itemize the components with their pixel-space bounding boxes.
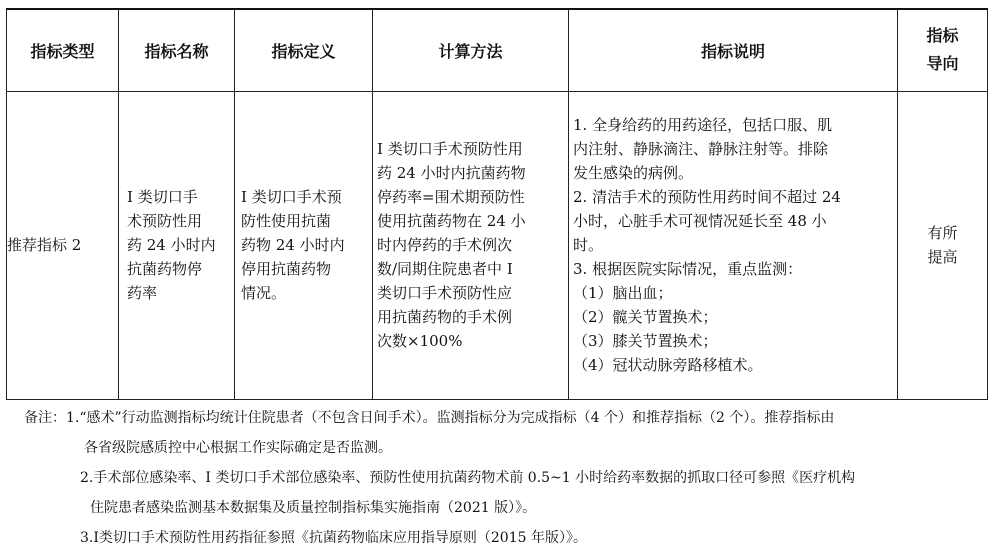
note-3: 3.I类切口手术预防性用药指征参照《抗菌药物临床应用指导原则（2015 年版）》。	[80, 530, 587, 546]
note-1-continued: 各省级院感质控中心根据工作实际确定是否监测。	[84, 440, 392, 456]
cell-indicator-name: I 类切口手 术预防性用 药 24 小时内 抗菌药物停 药率	[119, 91, 235, 400]
note-2-continued: 住院患者感染监测基本数据集及质量控制指标集实施指南（2021 版）》。	[90, 500, 537, 516]
table-header-row	[7, 9, 988, 91]
header-calculation-method: 计算方法	[373, 9, 569, 91]
table-row	[7, 91, 988, 400]
cell-indicator-type: 推荐指标 2	[7, 91, 119, 400]
cell-indicator-definition: I 类切口手术预 防性使用抗菌 药物 24 小时内 停用抗菌药物 情况。	[235, 91, 373, 400]
header-indicator-definition: 指标定义	[235, 9, 373, 91]
header-indicator-explanation: 指标说明	[569, 9, 898, 91]
note-1: 备注：1.“感术”行动监测指标均统计住院患者（不包含日间手术）。监测指标分为完成指标（4 个）和推荐指标（2 个）。推荐指标由	[24, 410, 835, 426]
cell-indicator-direction: 有所 提高	[898, 91, 988, 400]
cell-indicator-explanation: 1. 全身给药的用药途径，包括口服、肌 内注射、静脉滴注、静脉注射等。排除 发生感染的病例。 2. 清洁手术的预防性用药时间不超过 24 小时，心脏手术可视情况延长至 48 小 时。 3. 根据医院实际情况，重点监测： （1）脑出血； （2）髋关节置换术； （3）膝关节置换术； （4）冠状动脉旁路移植术。	[569, 91, 898, 400]
header-indicator-name: 指标名称	[119, 9, 235, 91]
cell-calculation-method: I 类切口手术预防性用 药 24 小时内抗菌药物 停药率=围术期预防性 使用抗菌药物在 24 小 时内停药的手术例次 数/同期住院患者中 I 类切口手术预防性应 用抗菌药物的手术例 次数×100%	[373, 91, 569, 400]
header-indicator-type: 指标类型	[7, 9, 119, 91]
header-indicator-direction: 指标 导向	[898, 9, 988, 91]
note-2: 2.手术部位感染率、I 类切口手术部位感染率、预防性使用抗菌药物术前 0.5~1 小时给药率数据的抓取口径可参照《医疗机构	[80, 470, 856, 486]
indicator-table	[6, 8, 988, 400]
notes-section	[24, 403, 974, 553]
